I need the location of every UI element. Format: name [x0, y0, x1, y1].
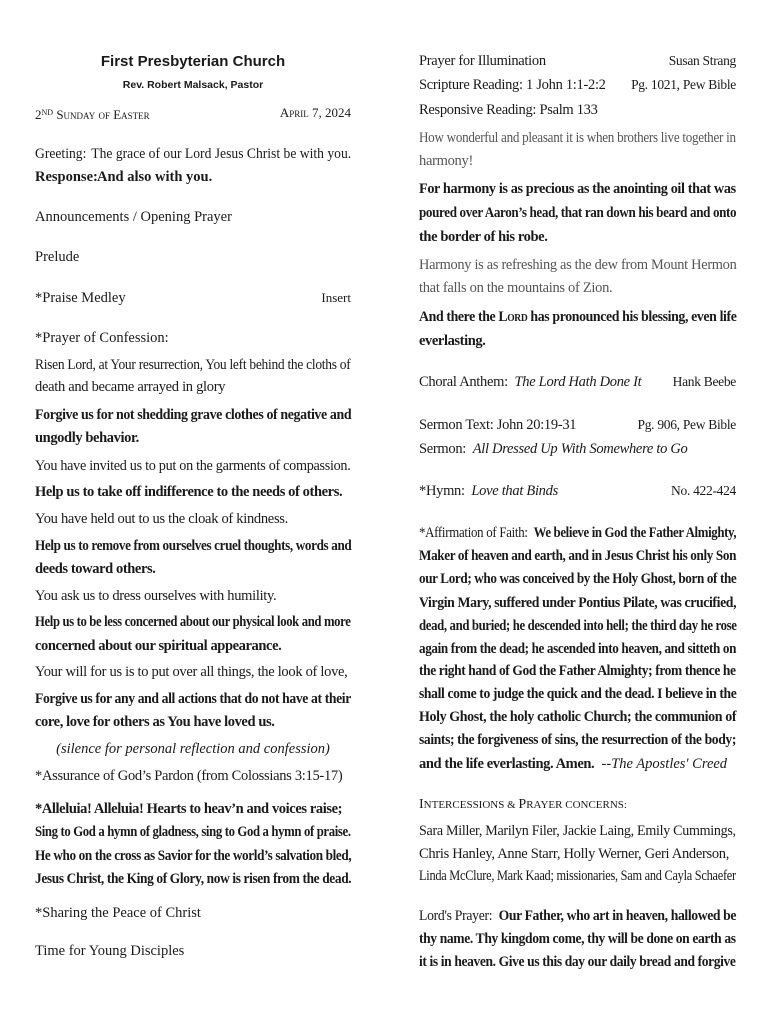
confession-line: death and became arrayed in glory [35, 379, 226, 395]
psalm-response: For harmony is as precious as the anointing oil that was [419, 181, 736, 197]
assurance: *Assurance of God’s Pardon (from Colossians 3:15-17) [35, 768, 343, 784]
praise-medley: *Praise Medley Insert [35, 290, 351, 306]
confession-response: Forgive us for not shedding grave clothes of negative and [35, 407, 352, 423]
alleluia-line: Sing to God a hymn of gladness, sing to God a hymn of praise. [35, 824, 351, 840]
affirmation-last: and the life everlasting. Amen. --The Apostles' Creed [419, 756, 728, 772]
silence-note: (silence for personal reflection and confession) [56, 741, 330, 757]
confession-title: *Prayer of Confession: [35, 330, 169, 346]
alleluia-line: Jesus Christ, the King of Glory, now is risen from the dead. [35, 871, 352, 887]
greeting-response: Response:And also with you. [35, 169, 213, 185]
creed-source: --The Apostles' Creed [601, 756, 728, 772]
confession-response: deeds toward others. [35, 561, 156, 577]
psalm-response: everlasting. [419, 333, 486, 349]
psalm-leader: Harmony is as refreshing as the dew from Mount Hermon [419, 257, 737, 273]
confession-line: Your will for us is to put over all things, the look of love, [35, 664, 348, 680]
concern-line: Sara Miller, Marilyn Filer, Jackie Laing, Emily Cummings, [419, 823, 736, 839]
psalm-response: And there the Lord has pronounced his blessing, even life [419, 309, 737, 325]
responsive-reading: Responsive Reading: Psalm 133 [419, 102, 598, 118]
confession-response: Help us to remove from ourselves cruel thoughts, words and [35, 538, 352, 554]
psalm-leader: harmony! [419, 153, 473, 169]
confession-line: You ask us to dress ourselves with humility. [35, 588, 277, 604]
church-name: First Presbyterian Church [100, 53, 286, 70]
affirmation-line: our Lord; who was conceived by the Holy Ghost, born of the [419, 571, 737, 587]
confession-response: ungodly behavior. [35, 430, 139, 446]
alleluia-line: *Alleluia! Alleluia! Hearts to heav’n and voices raise; [35, 801, 343, 817]
greeting: Greeting: The grace of our Lord Jesus Christ be with you. [35, 146, 352, 162]
affirmation-line: Virgin Mary, suffered under Pontius Pilate, was crucified, [419, 595, 737, 611]
sharing-peace: *Sharing the Peace of Christ [35, 905, 201, 921]
young-disciples: Time for Young Disciples [35, 943, 185, 959]
choral-anthem: Choral Anthem: The Lord Hath Done It Hank Beebe [419, 374, 736, 390]
confession-response: Help us to take off indifference to the needs of others. [35, 484, 343, 500]
concern-line: Linda McClure, Mark Kaad; missionaries, Sam and Cayla Schaefer [419, 868, 736, 884]
affirmation-line: dead, and buried; he descended into hell; the third day he rose [419, 618, 737, 634]
hymn: *Hymn: Love that Binds No. 422-424 [419, 483, 736, 499]
hymn-title: Love that Binds [471, 483, 558, 499]
alleluia-line: He who on the cross as Savior for the world’s salvation bled, [35, 848, 352, 864]
psalm-response: poured over Aaron’s head, that ran down his beard and onto [419, 205, 737, 221]
illumination: Prayer for Illumination Susan Strang [419, 53, 736, 69]
confession-line: You have invited us to put on the garments of compassion. [35, 458, 351, 474]
confession-response: Help us to be less concerned about our physical look and more [35, 614, 351, 630]
sermon-text: Sermon Text: John 20:19-31 Pg. 906, Pew Bible [419, 417, 736, 433]
psalm-leader: that falls on the mountains of Zion. [419, 280, 613, 296]
sunday-title: 2ND Sunday of Easter [35, 107, 150, 122]
lords-prayer-line: it is in heaven. Give us this day our daily bread and forgive [419, 954, 736, 970]
confession-response: core, love for others as You have loved us. [35, 714, 275, 730]
lords-prayer-first: Lord's Prayer: Our Father, who art in heaven, hallowed be [419, 908, 737, 924]
concern-line: Chris Hanley, Anne Starr, Holly Werner, Geri Anderson, [419, 846, 730, 862]
sunday-name: Sunday of Easter [56, 107, 150, 122]
affirmation-line: the right hand of God the Father Almighty; from thence he [419, 663, 736, 679]
affirmation-line: shall come to judge the quick and the dead. I believe in the [419, 686, 737, 702]
affirmation-line: again from the dead; he ascended into heaven, and sitteth on [419, 641, 737, 657]
confession-response: Forgive us for any and all actions that do not have at their [35, 691, 351, 707]
lords-prayer-line: thy name. Thy kingdom come, thy will be done on earth as [419, 931, 736, 947]
service-date: April 7, 2024 [279, 105, 351, 120]
affirmation-line: Maker of heaven and earth, and in Jesus Christ his only Son [419, 548, 737, 564]
announcements: Announcements / Opening Prayer [35, 209, 232, 225]
affirmation-first: *Affirmation of Faith: We believe in God the Father Almighty, [419, 525, 737, 541]
pastor-name: Rev. Robert Malsack, Pastor [122, 79, 264, 91]
sermon-title: Sermon: All Dressed Up With Somewhere to Go [419, 441, 688, 457]
confession-line: Risen Lord, at Your resurrection, You left behind the cloths of [35, 357, 351, 373]
affirmation-line: saints; the forgiveness of sins, the resurrection of the body; [419, 732, 736, 748]
affirmation-line: Holy Ghost, the holy catholic Church; the communion of [419, 709, 737, 725]
scripture-reading: Scripture Reading: 1 John 1:1-2:2 Pg. 1021, Pew Bible [419, 77, 736, 93]
service-header [35, 104, 351, 124]
confession-line: You have held out to us the cloak of kindness. [35, 511, 288, 527]
confession-response: concerned about our spiritual appearance. [35, 638, 282, 654]
psalm-response: the border of his robe. [419, 229, 548, 245]
prelude: Prelude [35, 249, 80, 265]
intercessions-heading: INTERCESSIONS & PRAYER CONCERNS: [419, 797, 627, 812]
anthem-title: The Lord Hath Done It [514, 374, 642, 390]
psalm-leader: How wonderful and pleasant it is when brothers live together in [419, 130, 736, 146]
